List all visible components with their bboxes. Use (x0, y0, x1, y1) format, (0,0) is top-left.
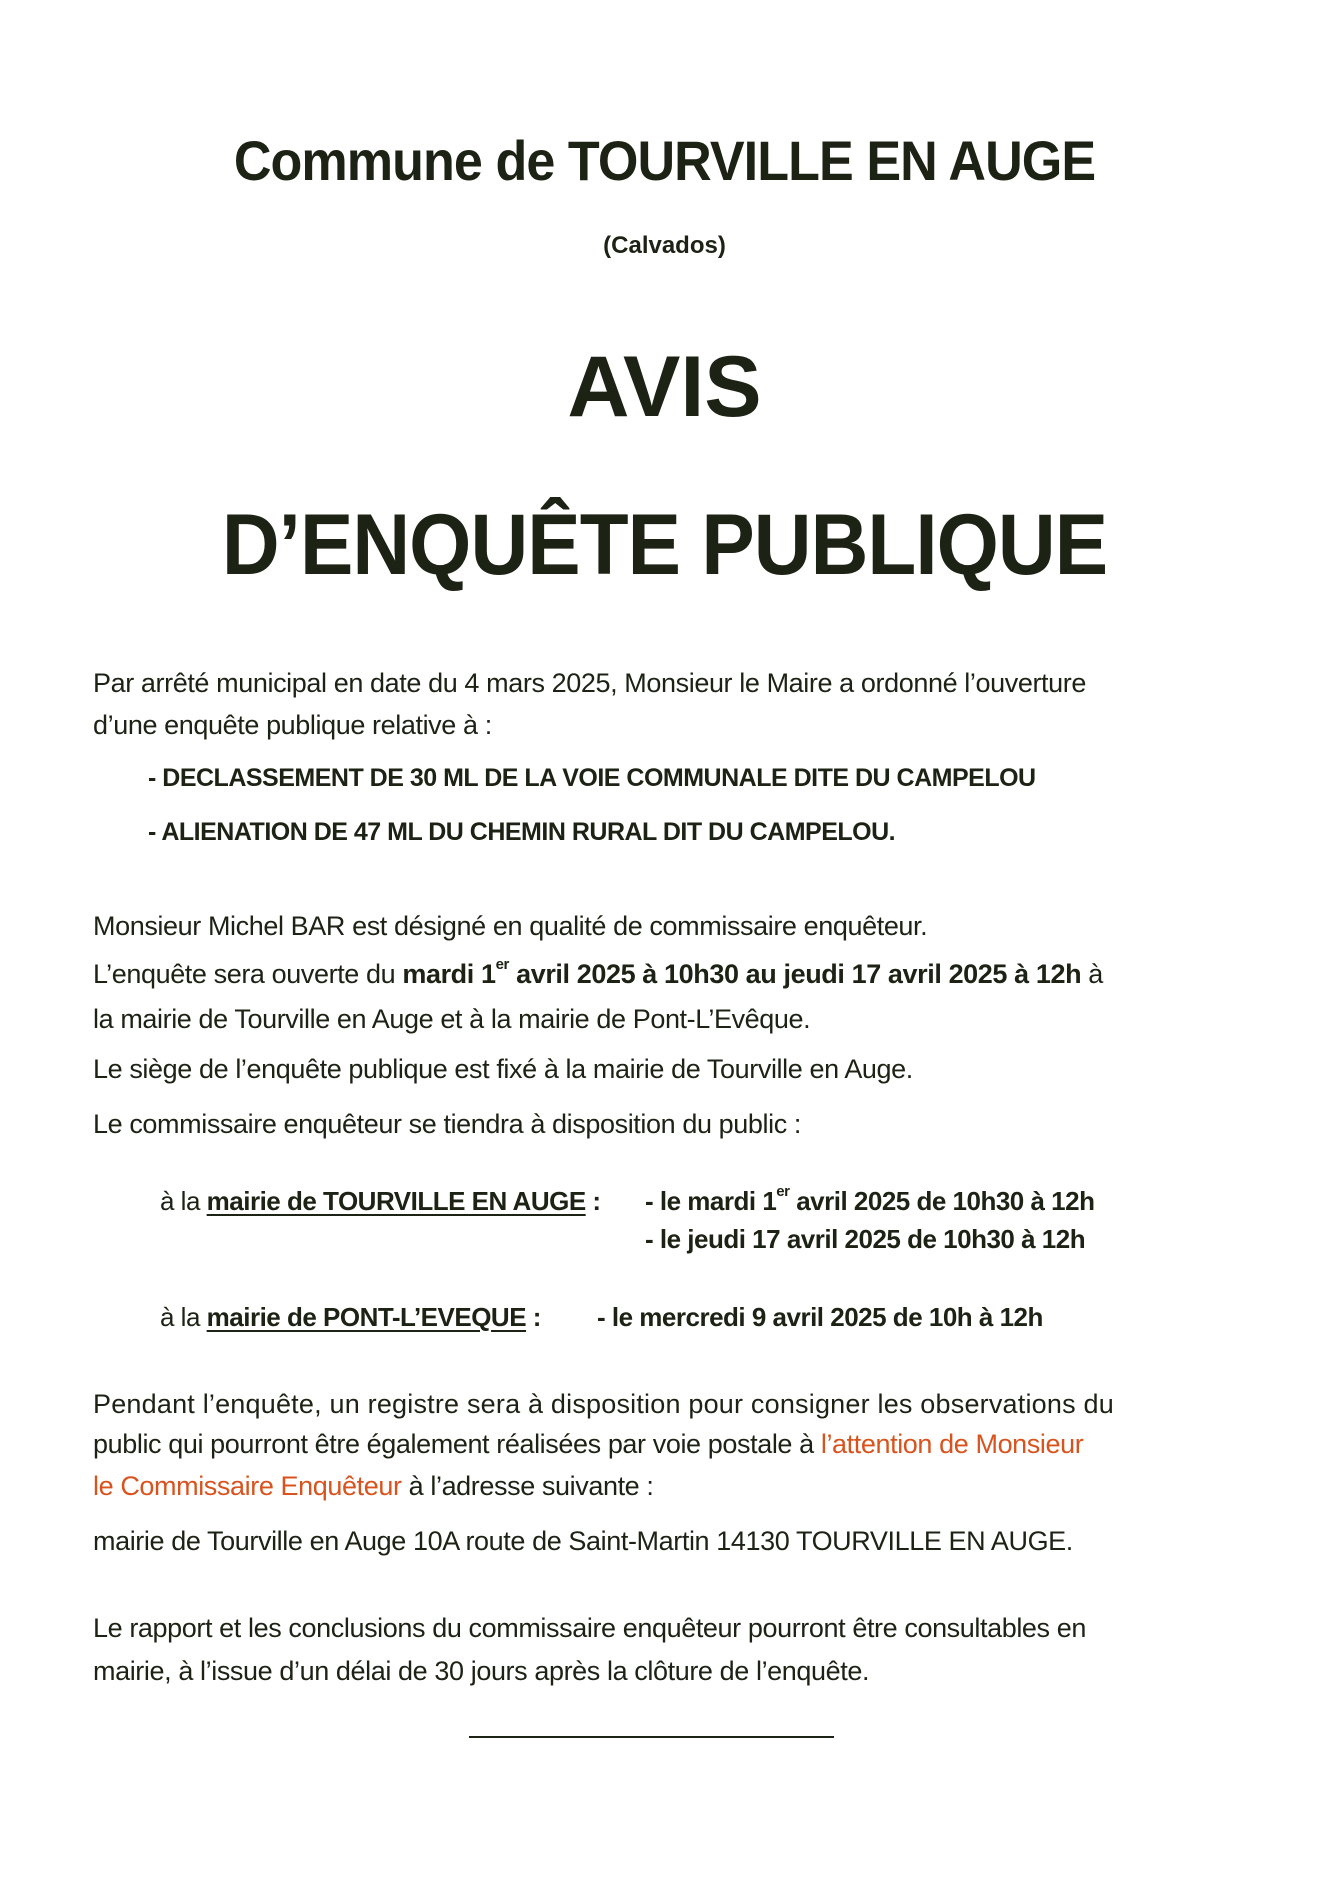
registre-line-3 (93, 1471, 654, 1502)
commissaire-designation: Monsieur Michel BAR est désigné en qualité de commissaire enquêteur. (93, 911, 928, 941)
schedule-tourville-slot-2: - le jeudi 17 avril 2025 de 10h30 à 12h (645, 1224, 1086, 1254)
intro-line-1: Par arrêté municipal en date du 4 mars 2025, Monsieur le Maire a ordonné l’ouverture (93, 668, 1086, 698)
intro-item-declassement: - DECLASSEMENT DE 30 ML DE LA VOIE COMMUNALE DITE DU CAMPELOU (148, 764, 1036, 792)
intro-item-alienation: - ALIENATION DE 47 ML DU CHEMIN RURAL DIT DU CAMPELOU. (148, 818, 896, 846)
dates-superscript: er (495, 956, 509, 973)
department-subtitle: (Calvados) (603, 232, 726, 259)
inquiry-dates-line-2: la mairie de Tourville en Auge et à la mairie de Pont-L’Evêque. (93, 1004, 811, 1034)
registre-line-1: Pendant l’enquête, un registre sera à disposition pour consigner les observations du (93, 1389, 1114, 1419)
commune-title: Commune de TOURVILLE EN AUGE (233, 129, 1096, 192)
notice-title-avis: AVIS (567, 339, 762, 435)
schedule-pont-label (160, 1302, 541, 1333)
schedule-prefix: à la (160, 1302, 207, 1332)
rapport-line-1: Le rapport et les conclusions du commissaire enquêteur pourront être consultables en (93, 1613, 1086, 1643)
slot1-superscript: er (776, 1183, 790, 1200)
schedule-colon: : (526, 1302, 541, 1332)
inquiry-dates-line-1 (93, 956, 1103, 990)
registre-line-3-text: à l’adresse suivante : (401, 1471, 654, 1501)
registre-line-2-text: public qui pourront être également réalisées par voie postale à (93, 1429, 821, 1459)
schedule-tourville-slot-1 (645, 1183, 1095, 1217)
schedule-prefix: à la (160, 1186, 207, 1216)
dates-range: avril 2025 à 10h30 au jeudi 17 avril 2025 à 12h (508, 959, 1082, 989)
schedule-tourville-place: mairie de TOURVILLE EN AUGE (206, 1186, 586, 1216)
closing-rule (469, 1736, 834, 1738)
inquiry-seat: Le siège de l’enquête publique est fixé à la mairie de Tourville en Auge. (93, 1054, 913, 1084)
registre-attention-highlight: l’attention de Monsieur (820, 1429, 1084, 1459)
intro-line-2: d’une enquête publique relative à : (93, 710, 492, 740)
dates-start: mardi 1 (402, 959, 496, 989)
postal-address: mairie de Tourville en Auge 10A route de Saint-Martin 14130 TOURVILLE EN AUGE. (93, 1526, 1073, 1556)
availability-intro: Le commissaire enquêteur se tiendra à disposition du public : (93, 1109, 802, 1139)
rapport-line-2: mairie, à l’issue d’un délai de 30 jours après la clôture de l’enquête. (93, 1656, 870, 1686)
dates-suffix: à (1081, 959, 1103, 989)
schedule-pont-place: mairie de PONT-L’EVEQUE (206, 1302, 527, 1332)
notice-title-enquete: D’ENQUÊTE PUBLIQUE (221, 497, 1108, 593)
dates-prefix: L’enquête sera ouverte du (93, 959, 403, 989)
slot1-day: - le mardi 1 (645, 1186, 777, 1216)
registre-line-2 (93, 1429, 1083, 1460)
registre-commissaire-highlight: le Commissaire Enquêteur (93, 1471, 402, 1501)
schedule-pont-slot: - le mercredi 9 avril 2025 de 10h à 12h (597, 1302, 1043, 1332)
schedule-tourville-label (160, 1186, 601, 1217)
slot1-time: avril 2025 de 10h30 à 12h (789, 1186, 1095, 1216)
schedule-colon: : (585, 1186, 601, 1216)
